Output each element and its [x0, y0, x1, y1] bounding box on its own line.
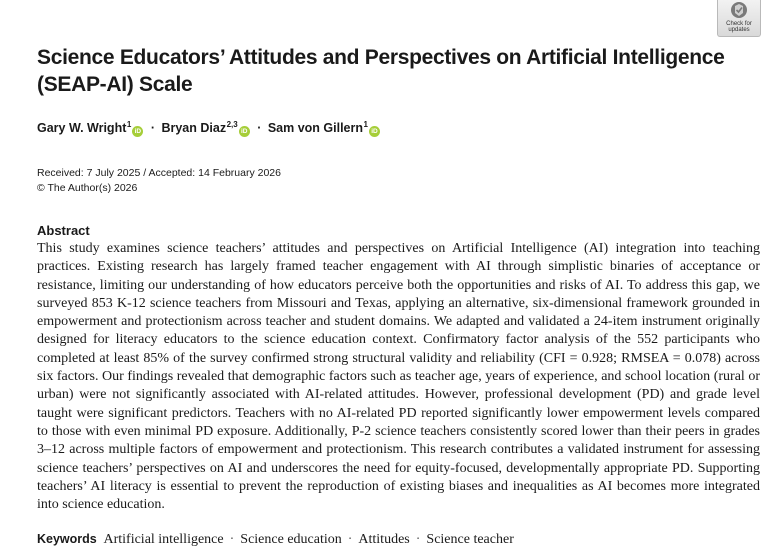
check-for-updates-badge[interactable]	[717, 0, 761, 37]
check-for-updates-icon	[728, 1, 750, 21]
orcid-icon[interactable]: iD	[369, 126, 380, 137]
badge-line-2: updates	[728, 27, 750, 33]
author-affiliation: 1	[363, 120, 368, 129]
keyword-separator: ·	[229, 532, 235, 547]
author-name[interactable]: Gary W. Wright	[37, 121, 127, 135]
author-affiliation: 1	[126, 120, 132, 129]
author-name[interactable]: Sam von Gillern	[267, 121, 364, 135]
received-accepted-dates: Received: 7 July 2025 / Accepted: 14 February 2026	[37, 167, 281, 179]
copyright-notice: © The Author(s) 2026	[37, 182, 138, 194]
keywords-line	[37, 532, 514, 548]
keyword-item: Attitudes	[358, 532, 410, 547]
orcid-icon[interactable]: iD	[132, 126, 143, 137]
author-separator: ·	[257, 121, 262, 135]
keyword-separator: ·	[415, 532, 421, 547]
keyword-item: Artificial intelligence	[103, 532, 224, 547]
keyword-separator: ·	[347, 532, 353, 547]
author-affiliation: 2,3	[226, 120, 238, 129]
orcid-icon[interactable]: iD	[239, 126, 250, 137]
paper-title: Science Educators’ Attitudes and Perspectives on Artificial Intelligence (SEAP-AI) Scale	[37, 46, 725, 96]
keywords-label: Keywords	[37, 532, 97, 546]
badge-line-1: Check for	[726, 21, 752, 27]
author-list	[37, 120, 381, 137]
keyword-item: Science teacher	[426, 532, 514, 547]
publication-dates	[37, 166, 281, 196]
author-separator: ·	[150, 121, 155, 135]
author-name[interactable]: Bryan Diaz	[161, 121, 227, 135]
abstract-heading: Abstract	[37, 223, 90, 238]
keyword-item: Science education	[240, 532, 342, 547]
abstract-text: This study examines science teachers’ attitudes and perspectives on Artificial Intelligence (AI) integration into teaching practices. Existing research has largely framed teacher engagement with AI through simplistic binaries of acceptance or resistance, limiting our understanding of how educators perceive both the opportunities and risks of AI. To address this gap, we surveyed 853 K-12 science teachers from Missouri and Texas, applying an alternative, six-dimensional framework grounded in empowerment and protectionism across teacher and student domains. We adapted and validated a 24-item instrument originally designed for literacy educators to the science education context. Confirmatory factor analysis of the 552 participants who completed at least 85% of the survey confirmed strong structural validity and reliability (CFI = 0.928; RMSEA = 0.078) across six factors. Our findings revealed that demographic factors such as teacher age, years of experience, and school location (rural or urban) were not significantly associated with AI-related attitudes. However, professional development (PD) and grade level taught were significant predictors. Teachers with no AI-related PD reported significantly lower empowerment levels compared to those with even minimal PD exposure. Additionally, P-2 science teachers consistently scored lower than their peers in grades 3–12 across multiple factors of empowerment and protectionism. This research contributes a validated instrument for assessing science teachers’ perspectives on AI and underscores the need for equity-focused, developmentally appropriate PD. Supporting teachers’ AI literacy is essential to prevent the reproduction of existing biases and inequalities as AI becomes more integrated into science education.	[37, 241, 760, 513]
